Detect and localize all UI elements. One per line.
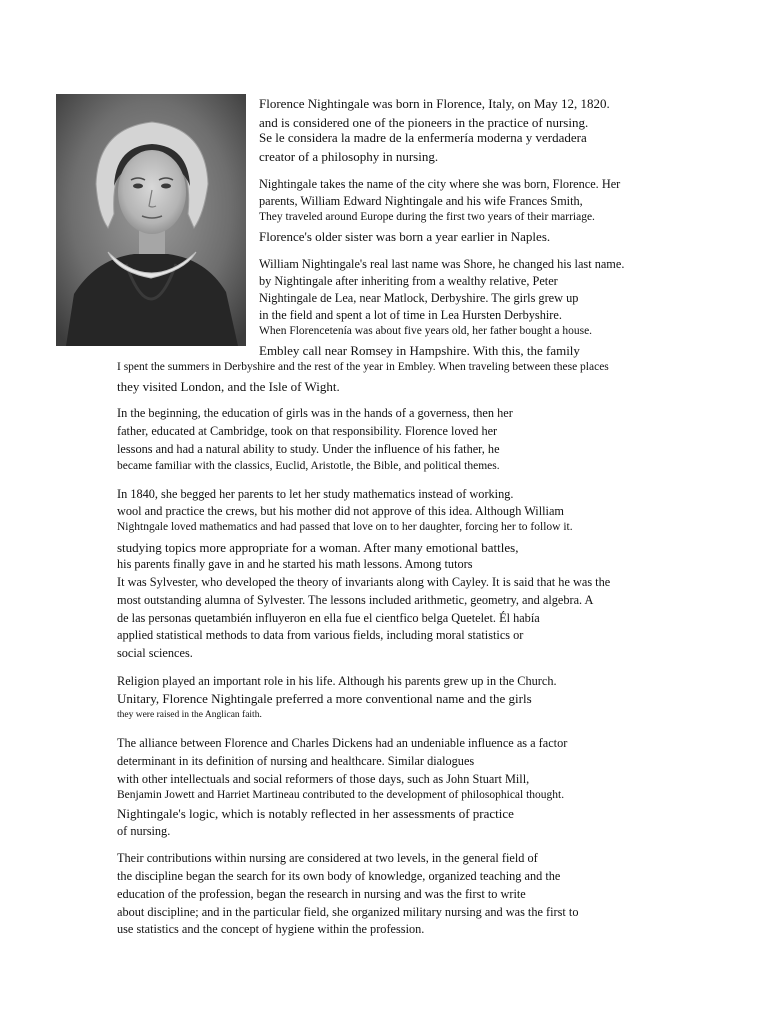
text-line: wool and practice the crews, but his mother did not approve of this idea. Although William xyxy=(117,504,564,518)
text-line: became familiar with the classics, Euclid, Aristotle, the Bible, and political themes. xyxy=(117,460,500,472)
text-line: In the beginning, the education of girls was in the hands of a governess, then her xyxy=(117,406,513,420)
text-line: Embley call near Romsey in Hampshire. With this, the family xyxy=(259,343,580,358)
text-line: Nightngale loved mathematics and had passed that love on to her daughter, forcing her to follow it. xyxy=(117,521,573,533)
text-line: creator of a philosophy in nursing. xyxy=(259,149,439,164)
text-line: The alliance between Florence and Charles Dickens had an undeniable influence as a factor xyxy=(117,736,568,750)
text-line: Florence's older sister was born a year earlier in Naples. xyxy=(259,229,551,244)
text-line: They traveled around Europe during the first two years of their marriage. xyxy=(259,211,595,223)
text-line: Nightingale de Lea, near Matlock, Derbyshire. The girls grew up xyxy=(259,291,579,305)
text-line: studying topics more appropriate for a woman. After many emotional battles, xyxy=(117,540,519,555)
text-line: lessons and had a natural ability to study. Under the influence of his father, he xyxy=(117,442,500,456)
text-line: father, educated at Cambridge, took on that responsibility. Florence loved her xyxy=(117,424,498,438)
text-line: social sciences. xyxy=(117,646,193,660)
text-line: de las personas quetambién influyeron en ella fue el cientfico belga Quetelet. Él había xyxy=(117,611,540,625)
portrait-photo xyxy=(56,94,246,346)
text-line: parents, William Edward Nightingale and his wife Frances Smith, xyxy=(259,194,583,208)
text-line: Nightingale's logic, which is notably reflected in her assessments of practice xyxy=(117,806,514,821)
text-line: Their contributions within nursing are considered at two levels, in the general field of xyxy=(117,851,538,865)
text-line: by Nightingale after inheriting from a wealthy relative, Peter xyxy=(259,274,558,288)
text-line: Florence Nightingale was born in Florence, Italy, on May 12, 1820. xyxy=(259,96,610,111)
text-line: Benjamin Jowett and Harriet Martineau contributed to the development of philosophical thought. xyxy=(117,789,565,801)
text-line: Se le considera la madre de la enfermería moderna y verdadera xyxy=(259,130,587,145)
text-line: they visited London, and the Isle of Wight. xyxy=(117,379,340,394)
text-line: in the field and spent a lot of time in Lea Hursten Derbyshire. xyxy=(259,308,562,322)
text-line: Unitary, Florence Nightingale preferred a more conventional name and the girls xyxy=(117,691,532,706)
text-line: determinant in its definition of nursing and healthcare. Similar dialogues xyxy=(117,754,475,768)
text-line: his parents finally gave in and he started his math lessons. Among tutors xyxy=(117,557,473,571)
text-line: the discipline began the search for its own body of knowledge, organized teaching and the xyxy=(117,869,561,883)
text-line: applied statistical methods to data from various fields, including moral statistics or xyxy=(117,628,524,642)
text-line: In 1840, she begged her parents to let her study mathematics instead of working. xyxy=(117,487,514,501)
text-line: they were raised in the Anglican faith. xyxy=(117,710,262,720)
text-line: use statistics and the concept of hygiene within the profession. xyxy=(117,922,425,936)
text-line: When Florencetenía was about five years old, her father bought a house. xyxy=(259,325,593,337)
text-line: I spent the summers in Derbyshire and the rest of the year in Embley. When traveling between these places xyxy=(117,361,609,373)
text-line: about discipline; and in the particular field, she organized military nursing and was the first to xyxy=(117,905,579,919)
text-line: It was Sylvester, who developed the theory of invariants along with Cayley. It is said that he was the xyxy=(117,575,611,589)
text-line: William Nightingale's real last name was Shore, he changed his last name. xyxy=(259,257,625,271)
text-line: most outstanding alumna of Sylvester. The lessons included arithmetic, geometry, and algebra. A xyxy=(117,593,594,607)
text-line: Religion played an important role in his life. Although his parents grew up in the Church. xyxy=(117,674,557,688)
text-line: and is considered one of the pioneers in the practice of nursing. xyxy=(259,115,589,130)
portrait-image xyxy=(56,94,246,346)
text-line: of nursing. xyxy=(117,824,171,838)
text-line: education of the profession, began the research in nursing and was the first to write xyxy=(117,887,526,901)
text-line: Nightingale takes the name of the city where she was born, Florence. Her xyxy=(259,177,621,191)
text-line: with other intellectuals and social reformers of those days, such as John Stuart Mill, xyxy=(117,772,530,786)
